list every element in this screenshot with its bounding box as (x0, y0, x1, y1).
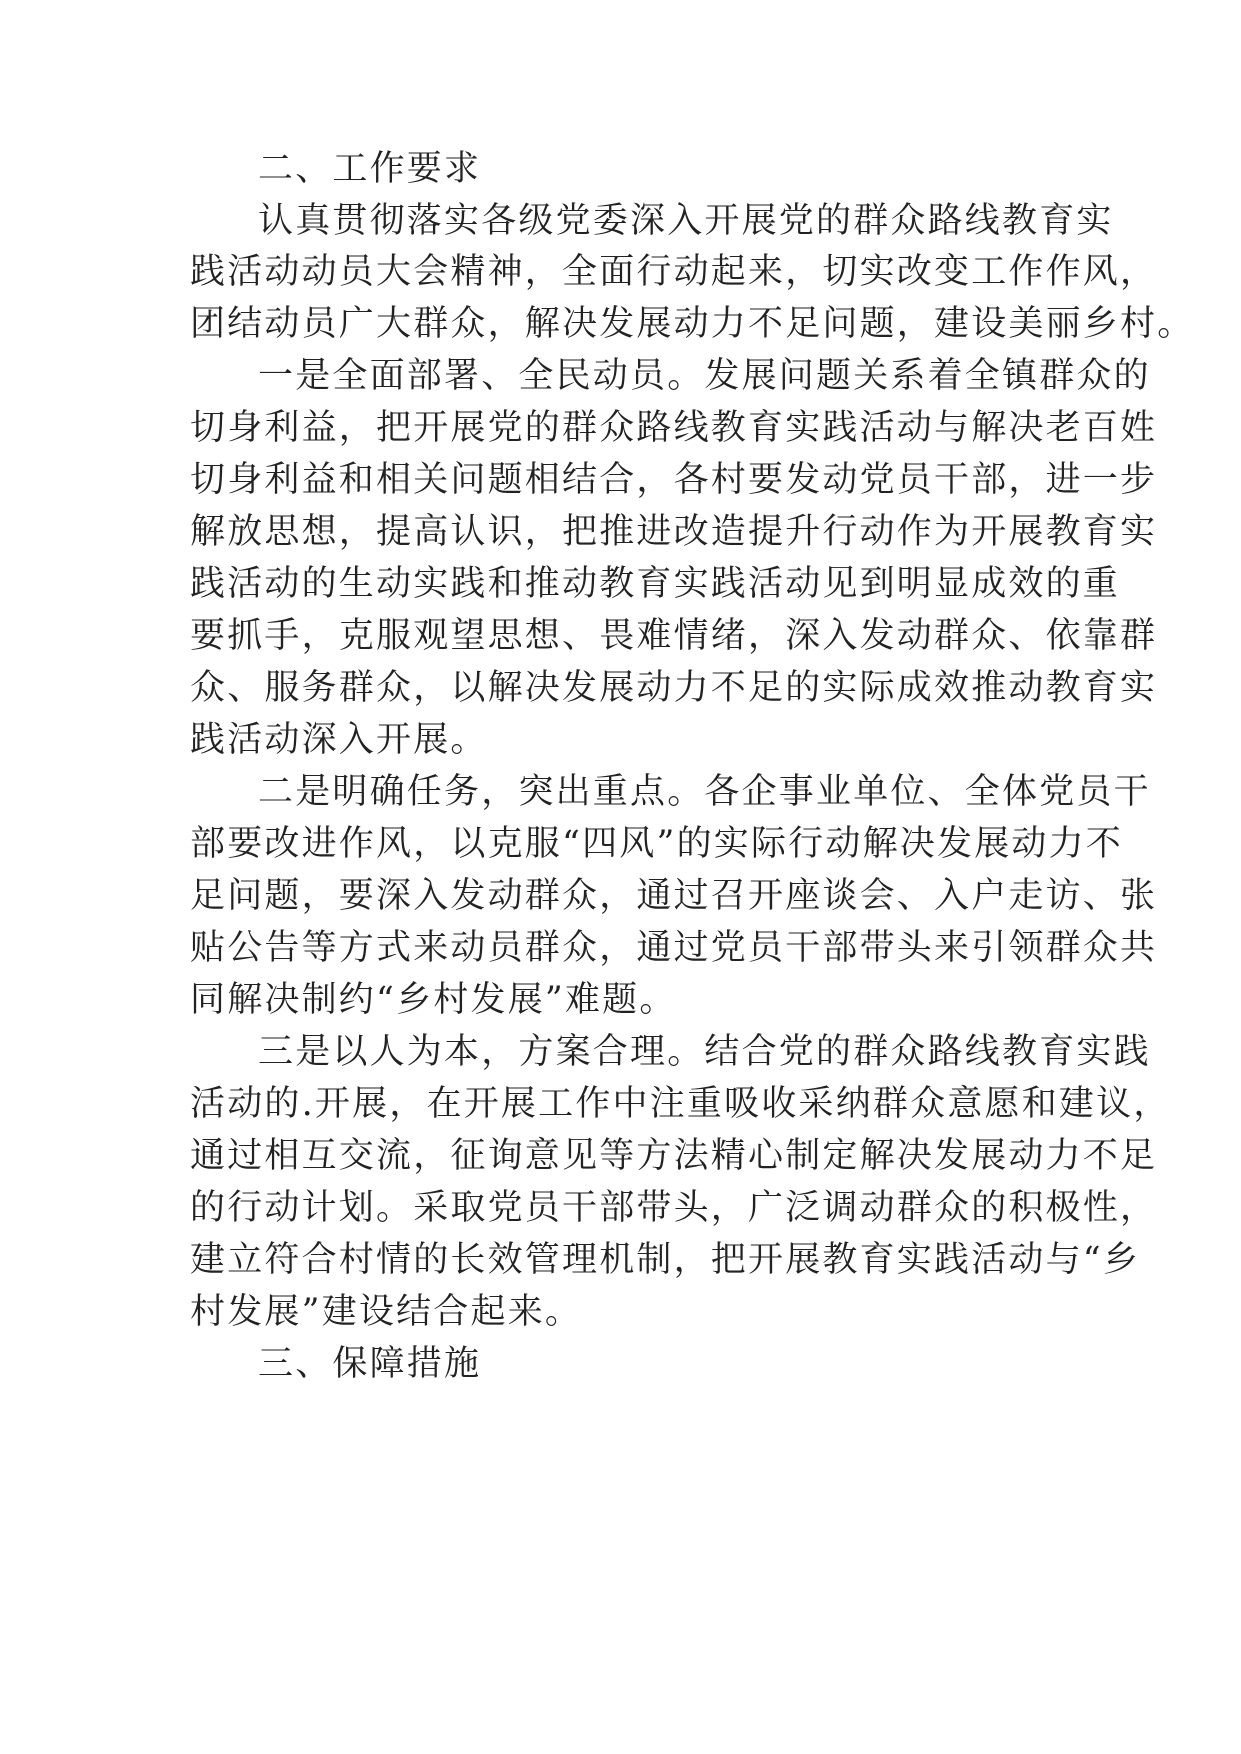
paragraph-line: 贴公告等方式来动员群众，通过党员干部带头来引领群众共 (190, 928, 1158, 968)
paragraph-line: 部要改进作风，以克服“四风”的实际行动解决发展动力不 (190, 824, 1123, 864)
paragraph-line: 三是以人为本，方案合理。结合党的群众路线教育实践 (258, 1032, 1151, 1072)
paragraph-line: 践活动深入开展。 (190, 720, 488, 760)
paragraph-line: 解放思想，提高认识，把推进改造提升行动作为开展教育实 (190, 512, 1158, 552)
paragraph-line: 建立符合村情的长效管理机制，把开展教育实践活动与“乡 (190, 1240, 1141, 1280)
paragraph-line: 二是明确任务，突出重点。各企事业单位、全体党员干 (258, 772, 1151, 812)
paragraph-line: 切身利益，把开展党的群众路线教育实践活动与解决老百姓 (190, 408, 1158, 448)
paragraph-line: 践活动的生动实践和推动教育实践活动见到明显成效的重 (190, 564, 1121, 604)
heading-safeguard-measures: 三、保障措施 (258, 1344, 482, 1384)
paragraph-line: 众、服务群众，以解决发展动力不足的实际成效推动教育实 (190, 668, 1158, 708)
paragraph-line: 要抓手，克服观望思想、畏难情绪，深入发动群众、依靠群 (190, 616, 1158, 656)
paragraph-line: 团结动员广大群众，解决发展动力不足问题，建设美丽乡村。 (190, 304, 1195, 344)
paragraph-line: 的行动计划。采取党员干部带头，广泛调动群众的积极性， (190, 1188, 1158, 1228)
paragraph-line: 通过相互交流，征询意见等方法精心制定解决发展动力不足 (190, 1136, 1158, 1176)
paragraph-line: 同解决制约“乡村发展”难题。 (190, 980, 677, 1020)
paragraph-line: 村发展”建设结合起来。 (190, 1292, 583, 1332)
heading-work-requirements: 二、工作要求 (258, 149, 482, 189)
paragraph-line: 活动的.开展，在开展工作中注重吸收采纳群众意愿和建议， (190, 1084, 1171, 1124)
paragraph-line: 足问题，要深入发动群众，通过召开座谈会、入户走访、张 (190, 876, 1158, 916)
paragraph-line: 认真贯彻落实各级党委深入开展党的群众路线教育实 (258, 201, 1114, 241)
paragraph-line: 践活动动员大会精神，全面行动起来，切实改变工作作风， (190, 252, 1158, 292)
paragraph-line: 一是全面部署、全民动员。发展问题关系着全镇群众的 (258, 356, 1151, 396)
paragraph-line: 切身利益和相关问题相结合，各村要发动党员干部，进一步 (190, 460, 1158, 500)
